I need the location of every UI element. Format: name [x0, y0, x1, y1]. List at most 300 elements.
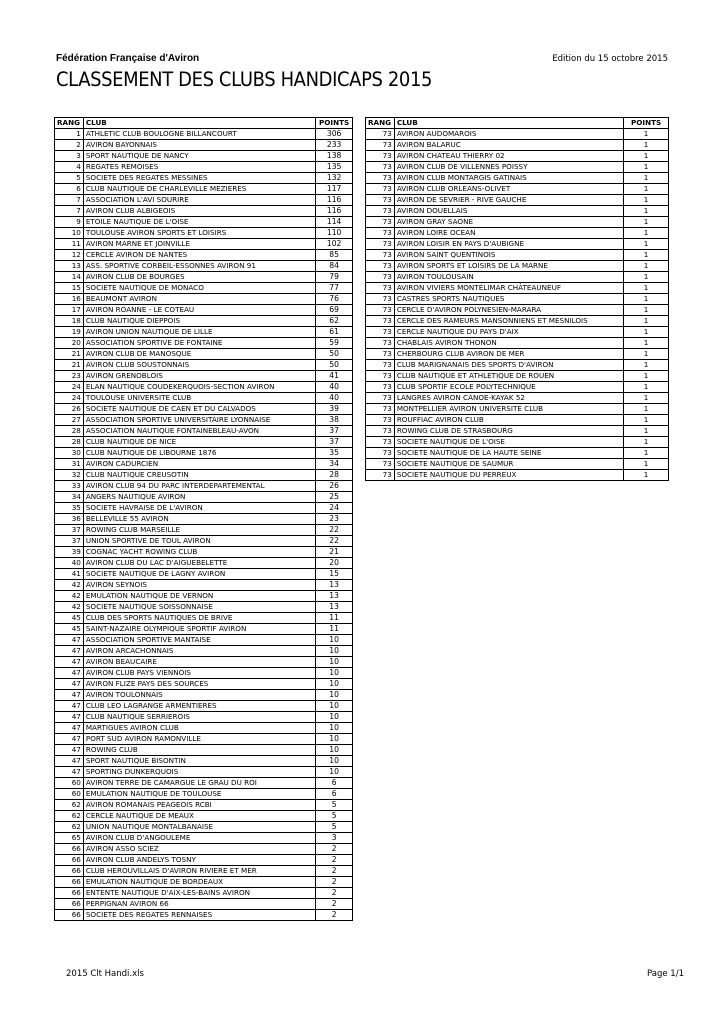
points-cell: 59: [316, 338, 353, 349]
points-cell: 10: [316, 734, 353, 745]
points-cell: 10: [316, 668, 353, 679]
points-cell: 10: [316, 679, 353, 690]
points-cell: 39: [316, 404, 353, 415]
rang-cell: 73: [366, 305, 395, 316]
points-cell: 77: [316, 283, 353, 294]
club-name-cell: CASTRES SPORTS NAUTIQUES: [394, 294, 623, 305]
table-row: [55, 580, 353, 591]
points-cell: 1: [624, 261, 669, 272]
points-cell: 22: [316, 536, 353, 547]
rang-cell: 73: [366, 217, 395, 228]
points-cell: 50: [316, 360, 353, 371]
club-name-cell: CERCLE D'AVIRON POLYNESIEN-MARARA: [394, 305, 623, 316]
points-cell: 62: [316, 316, 353, 327]
club-name-cell: AVIRON TOULONNAIS: [83, 690, 315, 701]
column-header-points: POINTS: [624, 118, 669, 129]
rang-cell: 7: [55, 206, 84, 217]
points-cell: 110: [316, 228, 353, 239]
table-row: [55, 569, 353, 580]
points-cell: 1: [624, 140, 669, 151]
rang-cell: 47: [55, 723, 84, 734]
table-row: [366, 305, 669, 316]
club-name-cell: SPORT NAUTIQUE DE NANCY: [83, 151, 315, 162]
club-name-cell: AVIRON CLUB DU LAC D'AIGUEBELETTE: [83, 558, 315, 569]
club-name-cell: TOULOUSE AVIRON SPORTS ET LOISIRS: [83, 228, 315, 239]
rang-cell: 23: [55, 371, 84, 382]
rang-cell: 73: [366, 382, 395, 393]
rang-cell: 16: [55, 294, 84, 305]
points-cell: 2: [316, 844, 353, 855]
points-cell: 1: [624, 151, 669, 162]
rang-cell: 73: [366, 415, 395, 426]
rang-cell: 21: [55, 349, 84, 360]
table-header-row: [366, 118, 669, 129]
points-cell: 1: [624, 459, 669, 470]
club-name-cell: AVIRON SPORTS ET LOISIRS DE LA MARNE: [394, 261, 623, 272]
club-name-cell: ELAN NAUTIQUE COUDEKERQUOIS-SECTION AVIRON: [83, 382, 315, 393]
club-name-cell: AVIRON CLUB 94 DU PARC INTERDEPARTEMENTAL: [83, 481, 315, 492]
points-cell: 2: [316, 866, 353, 877]
club-name-cell: AVIRON UNION NAUTIQUE DE LILLE: [83, 327, 315, 338]
table-row: [366, 349, 669, 360]
table-row: [55, 613, 353, 624]
club-name-cell: EMULATION NAUTIQUE DE VERNON: [83, 591, 315, 602]
points-cell: 2: [316, 855, 353, 866]
table-row: [55, 635, 353, 646]
table-row: [366, 228, 669, 239]
rang-cell: 73: [366, 239, 395, 250]
club-name-cell: AVIRON BALARUC: [394, 140, 623, 151]
table-row: [55, 129, 353, 140]
table-row: [55, 481, 353, 492]
table-row: [366, 239, 669, 250]
rang-cell: 73: [366, 404, 395, 415]
rang-cell: 73: [366, 261, 395, 272]
ranking-table-left: [54, 117, 353, 921]
table-row: [366, 360, 669, 371]
points-cell: 34: [316, 459, 353, 470]
points-cell: 6: [316, 778, 353, 789]
table-row: [366, 206, 669, 217]
club-name-cell: AVIRON CLUB DE VILLENNES POISSY: [394, 162, 623, 173]
points-cell: 26: [316, 481, 353, 492]
club-name-cell: LANGRES AVIRON CANOE-KAYAK 52: [394, 393, 623, 404]
club-name-cell: ROUFFIAC AVIRON CLUB: [394, 415, 623, 426]
rang-cell: 17: [55, 305, 84, 316]
club-name-cell: ANGERS NAUTIQUE AVIRON: [83, 492, 315, 503]
points-cell: 5: [316, 811, 353, 822]
club-name-cell: ENTENTE NAUTIQUE D'AIX-LES-BAINS AVIRON: [83, 888, 315, 899]
table-row: [55, 800, 353, 811]
table-row: [55, 910, 353, 921]
rang-cell: 45: [55, 624, 84, 635]
table-row: [55, 756, 353, 767]
ranking-table-right: [365, 117, 669, 481]
points-cell: 2: [316, 899, 353, 910]
rang-cell: 15: [55, 283, 84, 294]
rang-cell: 73: [366, 349, 395, 360]
rang-cell: 24: [55, 393, 84, 404]
column-header-rang: RANG: [366, 118, 395, 129]
table-row: [55, 404, 353, 415]
table-row: [366, 162, 669, 173]
points-cell: 10: [316, 635, 353, 646]
table-row: [55, 382, 353, 393]
club-name-cell: SOCIETE NAUTIQUE SOISSONNAISE: [83, 602, 315, 613]
club-name-cell: SOCIETE NAUTIQUE DE MONACO: [83, 283, 315, 294]
table-row: [55, 899, 353, 910]
table-row: [55, 866, 353, 877]
club-name-cell: CERCLE DES RAMEURS MANSONNIENS ET MESNILOIS: [394, 316, 623, 327]
rang-cell: 73: [366, 206, 395, 217]
table-row: [55, 360, 353, 371]
rang-cell: 73: [366, 294, 395, 305]
club-name-cell: CLUB NAUTIQUE CREUSOTIN: [83, 470, 315, 481]
rang-cell: 31: [55, 459, 84, 470]
points-cell: 11: [316, 624, 353, 635]
table-row: [55, 250, 353, 261]
points-cell: 2: [316, 888, 353, 899]
table-row: [366, 338, 669, 349]
rang-cell: 62: [55, 811, 84, 822]
rang-cell: 28: [55, 437, 84, 448]
rang-cell: 60: [55, 778, 84, 789]
rang-cell: 13: [55, 261, 84, 272]
points-cell: 2: [316, 877, 353, 888]
club-name-cell: SOCIETE NAUTIQUE DE CAEN ET DU CALVADOS: [83, 404, 315, 415]
rang-cell: 73: [366, 272, 395, 283]
points-cell: 1: [624, 250, 669, 261]
table-row: [366, 404, 669, 415]
table-row: [55, 371, 353, 382]
club-name-cell: REGATES REMOISES: [83, 162, 315, 173]
points-cell: 10: [316, 646, 353, 657]
points-cell: 40: [316, 382, 353, 393]
points-cell: 1: [624, 294, 669, 305]
ranking-rows-left: [55, 129, 353, 921]
rang-cell: 12: [55, 250, 84, 261]
page-title: CLASSEMENT DES CLUBS HANDICAPS 2015: [56, 68, 433, 91]
rang-cell: 73: [366, 283, 395, 294]
points-cell: 1: [624, 327, 669, 338]
points-cell: 15: [316, 569, 353, 580]
club-name-cell: CLUB NAUTIQUE SERRIEROIS: [83, 712, 315, 723]
rang-cell: 34: [55, 492, 84, 503]
table-row: [55, 679, 353, 690]
club-name-cell: ASSOCIATION SPORTIVE DE FONTAINE: [83, 338, 315, 349]
table-row: [55, 261, 353, 272]
points-cell: 10: [316, 712, 353, 723]
club-name-cell: ASSOCIATION NAUTIQUE FONTAINEBLEAU-AVON: [83, 426, 315, 437]
rang-cell: 73: [366, 437, 395, 448]
club-name-cell: AVIRON CLUB DE BOURGES: [83, 272, 315, 283]
points-cell: 1: [624, 272, 669, 283]
club-name-cell: SOCIETE NAUTIQUE DE SAUMUR: [394, 459, 623, 470]
points-cell: 10: [316, 767, 353, 778]
club-name-cell: AVIRON ROANNE - LE COTEAU: [83, 305, 315, 316]
rang-cell: 37: [55, 536, 84, 547]
table-row: [55, 668, 353, 679]
points-cell: 1: [624, 173, 669, 184]
points-cell: 37: [316, 426, 353, 437]
table-row: [55, 305, 353, 316]
club-name-cell: AVIRON TOULOUSAIN: [394, 272, 623, 283]
points-cell: 10: [316, 657, 353, 668]
table-row: [55, 877, 353, 888]
club-name-cell: CLUB MARIGNANAIS DES SPORTS D'AVIRON: [394, 360, 623, 371]
table-row: [55, 272, 353, 283]
club-name-cell: ROWING CLUB DE STRASBOURG: [394, 426, 623, 437]
club-name-cell: UNION SPORTIVE DE TOUL AVIRON: [83, 536, 315, 547]
table-row: [366, 151, 669, 162]
club-name-cell: ASSOCIATION L'AVI SOURIRE: [83, 195, 315, 206]
rang-cell: 66: [55, 877, 84, 888]
points-cell: 50: [316, 349, 353, 360]
club-name-cell: TOULOUSE UNIVERSITE CLUB: [83, 393, 315, 404]
column-header-rang: RANG: [55, 118, 84, 129]
table-row: [55, 558, 353, 569]
table-row: [55, 470, 353, 481]
rang-cell: 47: [55, 701, 84, 712]
club-name-cell: AVIRON LOISIR EN PAYS D'AUBIGNE: [394, 239, 623, 250]
points-cell: 116: [316, 206, 353, 217]
points-cell: 233: [316, 140, 353, 151]
club-name-cell: PERPIGNAN AVIRON 66: [83, 899, 315, 910]
table-row: [366, 470, 669, 481]
points-cell: 13: [316, 591, 353, 602]
points-cell: 76: [316, 294, 353, 305]
table-row: [55, 283, 353, 294]
rang-cell: 66: [55, 866, 84, 877]
club-name-cell: SOCIETE NAUTIQUE DE L'OISE: [394, 437, 623, 448]
club-name-cell: AVIRON CLUB SOUSTONNAIS: [83, 360, 315, 371]
points-cell: 10: [316, 701, 353, 712]
points-cell: 10: [316, 723, 353, 734]
points-cell: 1: [624, 382, 669, 393]
rang-cell: 66: [55, 899, 84, 910]
rang-cell: 7: [55, 195, 84, 206]
rang-cell: 14: [55, 272, 84, 283]
points-cell: 40: [316, 393, 353, 404]
rang-cell: 3: [55, 151, 84, 162]
table-row: [366, 371, 669, 382]
points-cell: 1: [624, 415, 669, 426]
points-cell: 1: [624, 217, 669, 228]
points-cell: 28: [316, 470, 353, 481]
table-row: [55, 712, 353, 723]
table-row: [55, 195, 353, 206]
table-row: [55, 723, 353, 734]
rang-cell: 62: [55, 822, 84, 833]
rang-cell: 73: [366, 250, 395, 261]
rang-cell: 21: [55, 360, 84, 371]
club-name-cell: CLUB NAUTIQUE DE CHARLEVILLE MEZIERES: [83, 184, 315, 195]
rang-cell: 73: [366, 184, 395, 195]
table-row: [366, 327, 669, 338]
table-row: [55, 690, 353, 701]
rang-cell: 37: [55, 525, 84, 536]
points-cell: 6: [316, 789, 353, 800]
table-row: [55, 239, 353, 250]
footer-page-number: Page 1/1: [647, 969, 684, 979]
rang-cell: 35: [55, 503, 84, 514]
rang-cell: 32: [55, 470, 84, 481]
points-cell: 1: [624, 470, 669, 481]
points-cell: 84: [316, 261, 353, 272]
points-cell: 23: [316, 514, 353, 525]
rang-cell: 73: [366, 426, 395, 437]
rang-cell: 5: [55, 173, 84, 184]
table-row: [366, 217, 669, 228]
rang-cell: 30: [55, 448, 84, 459]
points-cell: 132: [316, 173, 353, 184]
rang-cell: 73: [366, 327, 395, 338]
rang-cell: 18: [55, 316, 84, 327]
rang-cell: 42: [55, 580, 84, 591]
table-row: [366, 415, 669, 426]
footer-filename: 2015 Clt Handi.xls: [66, 969, 144, 979]
club-name-cell: ASSOCIATION SPORTIVE UNIVERSITAIRE LYONNAISE: [83, 415, 315, 426]
points-cell: 1: [624, 305, 669, 316]
rang-cell: 47: [55, 767, 84, 778]
table-row: [55, 822, 353, 833]
table-row: [55, 503, 353, 514]
points-cell: 1: [624, 393, 669, 404]
rang-cell: 28: [55, 426, 84, 437]
rang-cell: 73: [366, 162, 395, 173]
rang-cell: 10: [55, 228, 84, 239]
points-cell: 1: [624, 426, 669, 437]
table-row: [366, 426, 669, 437]
points-cell: 3: [316, 833, 353, 844]
rang-cell: 11: [55, 239, 84, 250]
club-name-cell: AVIRON CLUB PAYS VIENNOIS: [83, 668, 315, 679]
rang-cell: 73: [366, 316, 395, 327]
club-name-cell: AVIRON SEYNOIS: [83, 580, 315, 591]
points-cell: 306: [316, 129, 353, 140]
club-name-cell: SOCIETE NAUTIQUE DE LA HAUTE SEINE: [394, 448, 623, 459]
club-name-cell: BELLEVILLE 55 AVIRON: [83, 514, 315, 525]
club-name-cell: CLUB NAUTIQUE DIEPPOIS: [83, 316, 315, 327]
rang-cell: 4: [55, 162, 84, 173]
table-row: [55, 734, 353, 745]
club-name-cell: CERCLE AVIRON DE NANTES: [83, 250, 315, 261]
points-cell: 24: [316, 503, 353, 514]
table-row: [366, 173, 669, 184]
table-row: [366, 316, 669, 327]
rang-cell: 47: [55, 646, 84, 657]
points-cell: 79: [316, 272, 353, 283]
club-name-cell: AVIRON CADURCIEN: [83, 459, 315, 470]
club-name-cell: AVIRON CLUB ANDELYS TOSNY: [83, 855, 315, 866]
table-row: [366, 129, 669, 140]
club-name-cell: AVIRON FLIZE PAYS DES SOURCES: [83, 679, 315, 690]
club-name-cell: SOCIETE NAUTIQUE DE LAGNY AVIRON: [83, 569, 315, 580]
rang-cell: 73: [366, 173, 395, 184]
table-row: [366, 437, 669, 448]
column-header-club: CLUB: [83, 118, 315, 129]
points-cell: 37: [316, 437, 353, 448]
table-row: [55, 778, 353, 789]
points-cell: 1: [624, 283, 669, 294]
club-name-cell: AVIRON CLUB DE MANOSQUE: [83, 349, 315, 360]
column-header-club: CLUB: [394, 118, 623, 129]
table-row: [55, 811, 353, 822]
points-cell: 102: [316, 239, 353, 250]
rang-cell: 73: [366, 195, 395, 206]
points-cell: 1: [624, 239, 669, 250]
rang-cell: 73: [366, 459, 395, 470]
table-row: [55, 514, 353, 525]
club-name-cell: CHABLAIS AVIRON THONON: [394, 338, 623, 349]
points-cell: 1: [624, 162, 669, 173]
club-name-cell: CERCLE NAUTIQUE DE MEAUX: [83, 811, 315, 822]
rang-cell: 60: [55, 789, 84, 800]
points-cell: 11: [316, 613, 353, 624]
club-name-cell: AVIRON AUDOMAROIS: [394, 129, 623, 140]
club-name-cell: ETOILE NAUTIQUE DE L'OISE: [83, 217, 315, 228]
club-name-cell: AVIRON CLUB MONTARGIS GATINAIS: [394, 173, 623, 184]
rang-cell: 47: [55, 635, 84, 646]
club-name-cell: CLUB NAUTIQUE DE LIBOURNE 1876: [83, 448, 315, 459]
club-name-cell: AVIRON SAINT QUENTINOIS: [394, 250, 623, 261]
points-cell: 85: [316, 250, 353, 261]
points-cell: 22: [316, 525, 353, 536]
table-row: [55, 701, 353, 712]
rang-cell: 73: [366, 151, 395, 162]
club-name-cell: AVIRON CLUB ORLEANS-OLIVET: [394, 184, 623, 195]
club-name-cell: BEAUMONT AVIRON: [83, 294, 315, 305]
rang-cell: 66: [55, 855, 84, 866]
table-row: [55, 206, 353, 217]
table-row: [55, 217, 353, 228]
club-name-cell: SPORT NAUTIQUE BISONTIN: [83, 756, 315, 767]
rang-cell: 73: [366, 371, 395, 382]
rang-cell: 33: [55, 481, 84, 492]
rang-cell: 73: [366, 129, 395, 140]
points-cell: 1: [624, 195, 669, 206]
table-row: [55, 393, 353, 404]
rang-cell: 73: [366, 228, 395, 239]
table-row: [55, 426, 353, 437]
table-row: [55, 767, 353, 778]
points-cell: 117: [316, 184, 353, 195]
points-cell: 5: [316, 822, 353, 833]
rang-cell: 47: [55, 690, 84, 701]
table-row: [55, 657, 353, 668]
table-row: [55, 338, 353, 349]
rang-cell: 45: [55, 613, 84, 624]
rang-cell: 73: [366, 393, 395, 404]
table-row: [55, 162, 353, 173]
table-row: [55, 591, 353, 602]
table-row: [55, 602, 353, 613]
rang-cell: 66: [55, 888, 84, 899]
organization-name: Fédération Française d'Aviron: [56, 53, 200, 64]
club-name-cell: ASS. SPORTIVE CORBEIL-ESSONNES AVIRON 91: [83, 261, 315, 272]
points-cell: 1: [624, 316, 669, 327]
table-row: [366, 382, 669, 393]
rang-cell: 6: [55, 184, 84, 195]
points-cell: 35: [316, 448, 353, 459]
club-name-cell: SOCIETE HAVRAISE DE L'AVIRON: [83, 503, 315, 514]
rang-cell: 66: [55, 910, 84, 921]
table-row: [366, 261, 669, 272]
club-name-cell: MARTIGUES AVIRON CLUB: [83, 723, 315, 734]
table-row: [366, 195, 669, 206]
table-row: [55, 833, 353, 844]
club-name-cell: SAINT-NAZAIRE OLYMPIQUE SPORTIF AVIRON: [83, 624, 315, 635]
